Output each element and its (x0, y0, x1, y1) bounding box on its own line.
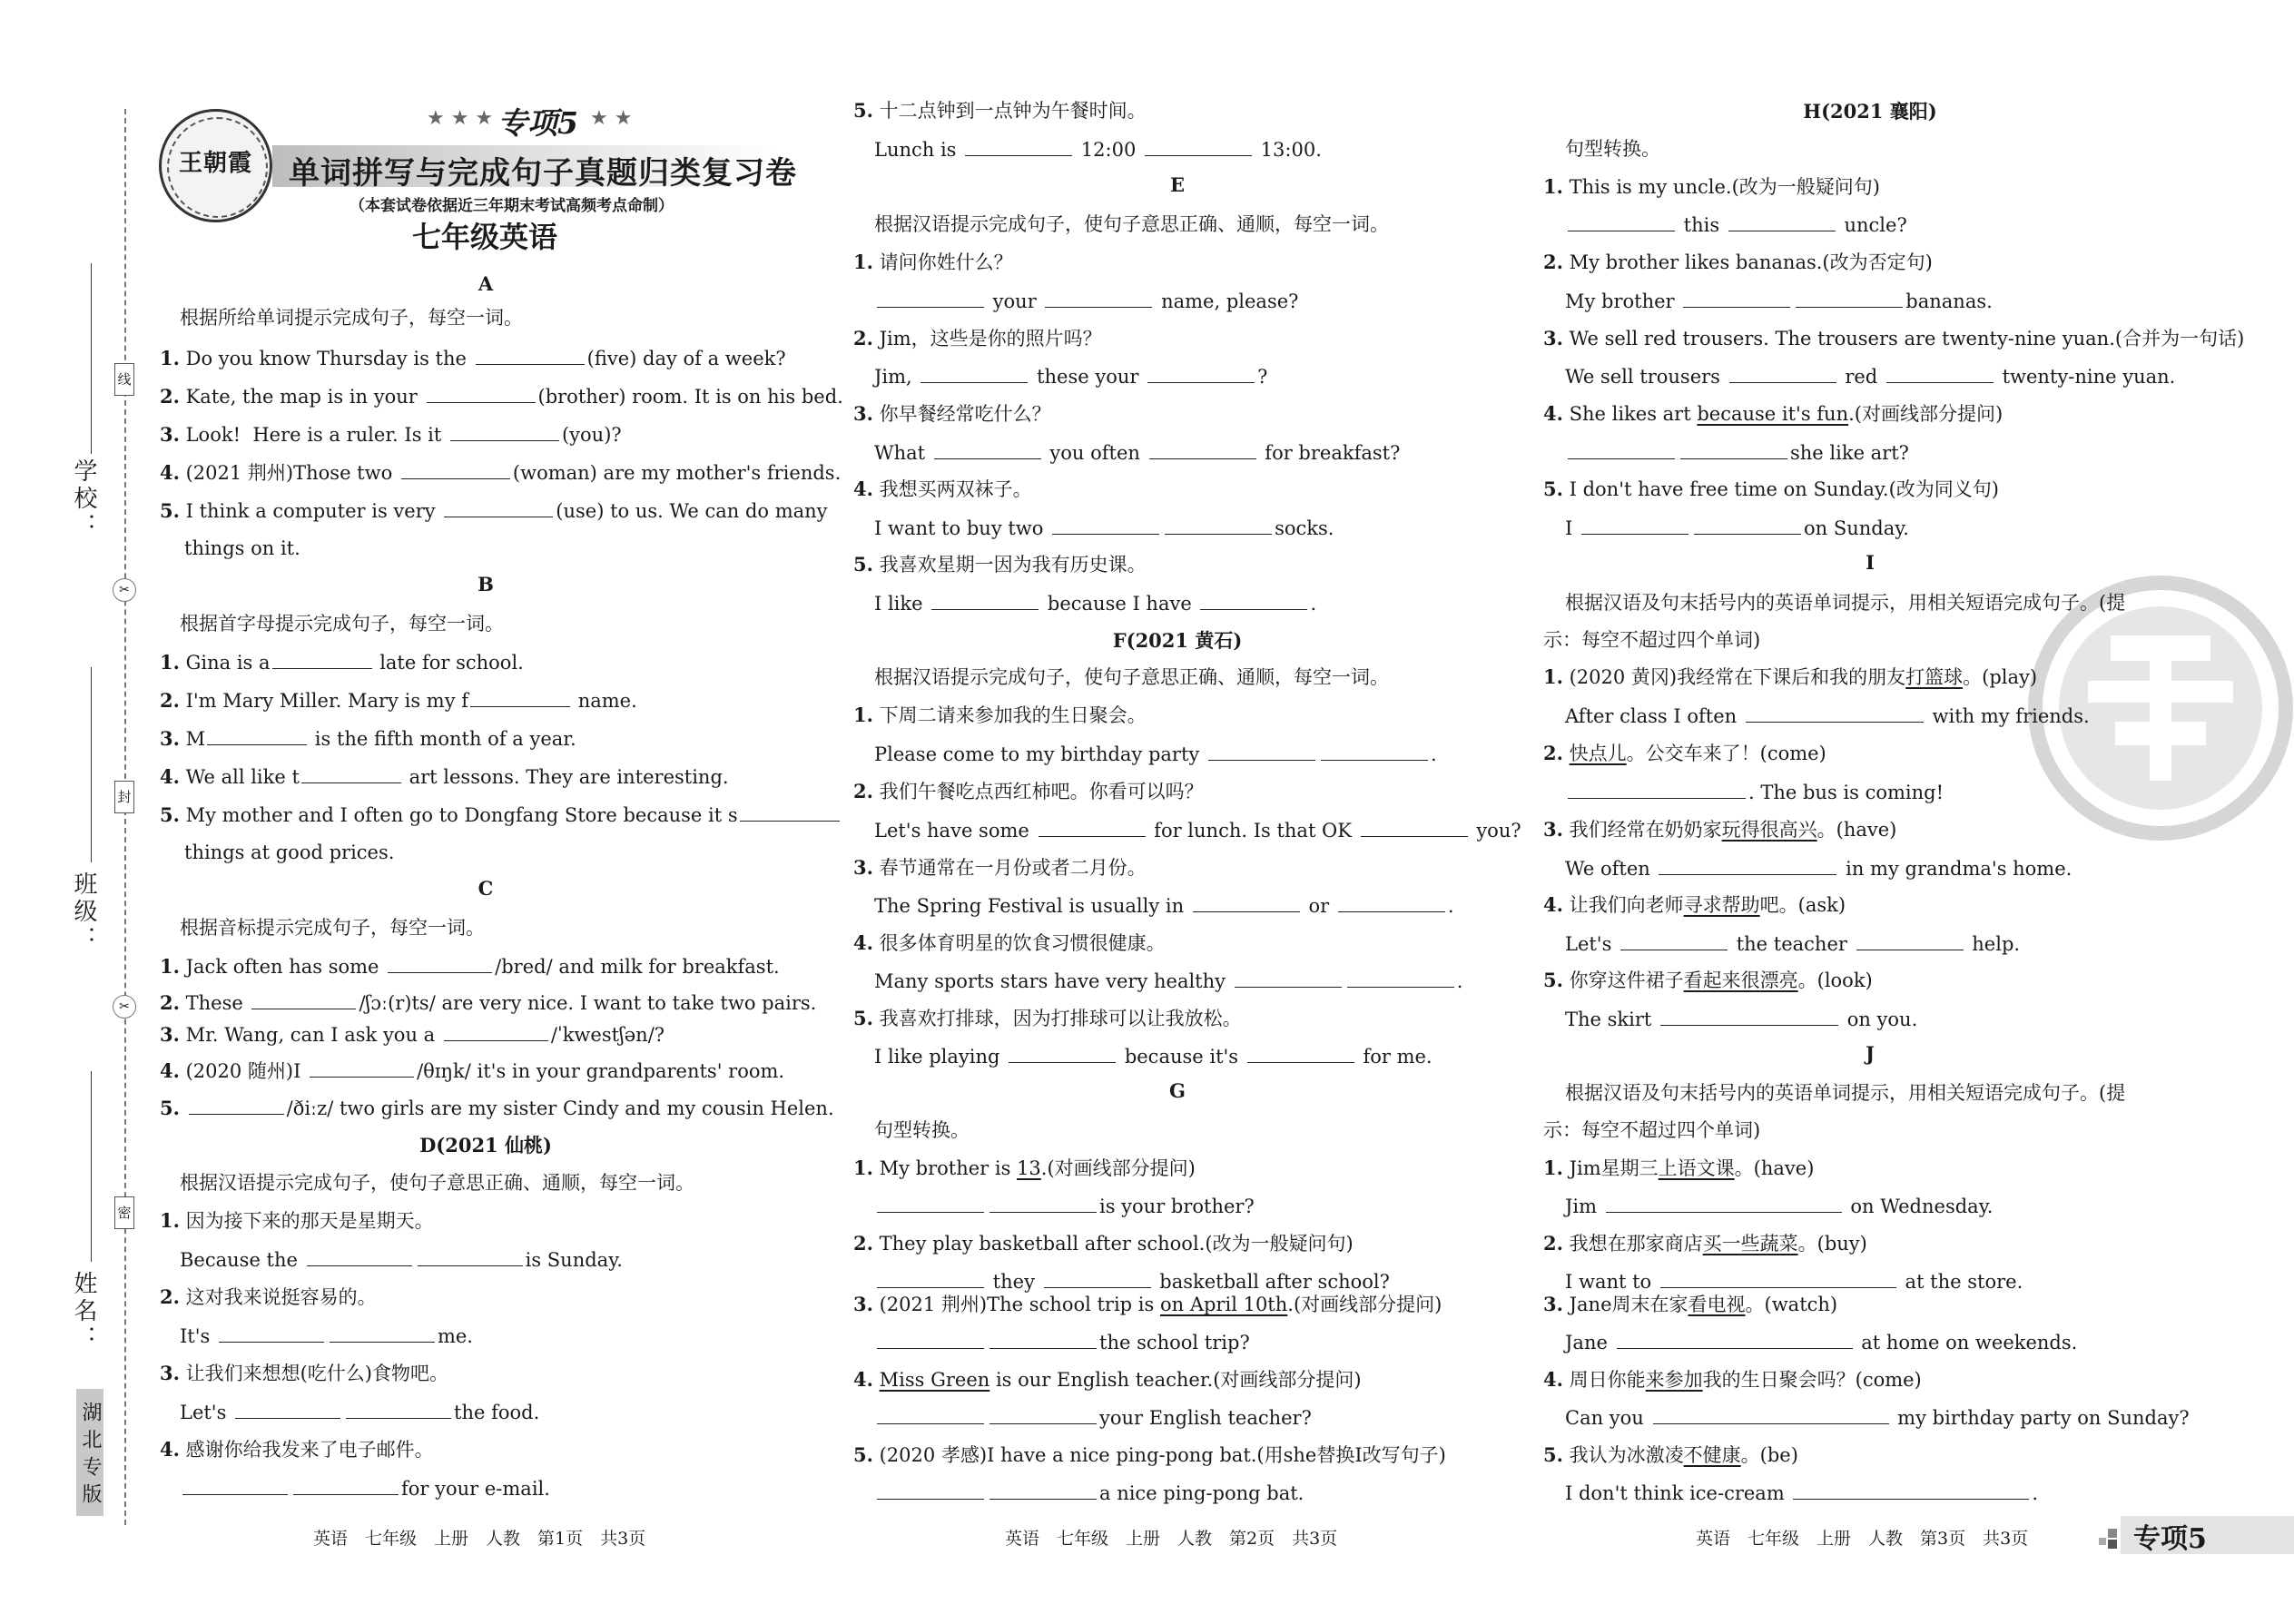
main-title: 单词拼写与完成句子真题归类复习卷 (289, 155, 797, 192)
answer-h3: We sell trousers red twenty-nine yuan. (1565, 362, 2175, 390)
answer-blank[interactable] (470, 686, 570, 707)
class-fill-line (91, 667, 92, 862)
topic-label-stars: ★ ★ ★ (427, 107, 494, 130)
answer-blank[interactable] (272, 648, 372, 669)
question-a1: 1. Do you know Thursday is the (five) day of a week? (160, 344, 786, 372)
grade-title: 七年级英语 (412, 220, 558, 254)
answer-blank[interactable] (1338, 891, 1445, 912)
answer-g4: your English teacher? (874, 1403, 1312, 1432)
answer-d5: Lunch is 12:00 13:00. (874, 135, 1322, 163)
answer-f1: Please come to my birthday party . (874, 740, 1437, 768)
question-e4: 4. 我想买两双袜子。 (853, 477, 1032, 500)
answer-f3: The Spring Festival is usually in or . (874, 891, 1454, 920)
marker-xian: 线 (114, 363, 134, 396)
answer-blank[interactable] (989, 1328, 1097, 1349)
section-j-instruction-cont: 示：每空不超过四个单词) (1543, 1119, 1761, 1141)
answer-g1: is your brother? (874, 1192, 1255, 1220)
section-f-heading: F(2021 黄石) (1112, 629, 1243, 652)
question-g1: 1. My brother is 13.(对画线部分提问) (853, 1156, 1196, 1179)
answer-blank[interactable] (921, 362, 1028, 383)
question-g2: 2. They play basketball after school.(改为一般疑问句) (853, 1232, 1354, 1255)
answer-h5: I on Sunday. (1565, 514, 1909, 542)
binding-dashed-line (124, 109, 126, 1525)
answer-blank[interactable] (476, 344, 585, 365)
question-d5: 5. 十二点钟到一点钟为午餐时间。 (853, 99, 1147, 122)
answer-e2: Jim, these your ? (874, 362, 1267, 390)
question-g5: 5. (2020 孝感)I have a nice ping-pong bat.(用she替换I改写句子) (853, 1443, 1446, 1466)
question-c1: 1. Jack often has some /bred/ and milk for breakfast. (160, 952, 780, 980)
answer-blank[interactable] (877, 1403, 984, 1424)
answer-blank[interactable] (307, 1245, 412, 1266)
answer-e4: I want to buy two socks. (874, 514, 1334, 542)
answer-blank[interactable] (1694, 514, 1801, 535)
answer-g3: the school trip? (874, 1328, 1250, 1356)
answer-d3: Let's the food. (180, 1398, 539, 1426)
section-a-instruction: 根据所给单词提示完成句子，每空一词。 (180, 307, 523, 329)
answer-blank[interactable] (450, 420, 559, 441)
answer-f5: I like playing because it's for me. (874, 1042, 1433, 1070)
answer-blank[interactable] (877, 1192, 984, 1213)
question-b4: 4. We all like t art lessons. They are interesting. (160, 763, 729, 791)
answer-j2: I want to at the store. (1565, 1267, 2023, 1295)
question-b5: 5. My mother and I often go to Dongfang Store because it s (160, 801, 842, 829)
name-label: 姓名： (70, 1271, 97, 1353)
answer-d2: It's me. (180, 1322, 473, 1350)
answer-blank[interactable] (1361, 816, 1468, 837)
answer-blank[interactable] (293, 1474, 399, 1495)
answer-blank[interactable] (388, 952, 492, 973)
question-e5: 5. 我喜欢星期一因为我有历史课。 (853, 553, 1147, 576)
answer-h1: this uncle? (1565, 211, 1907, 239)
section-e-instruction: 根据汉语提示完成句子，使句子意思正确、通顺，每空一词。 (874, 213, 1389, 235)
question-j5: 5. 我认为冰激凌不健康。(be) (1543, 1443, 1798, 1466)
answer-blank[interactable] (1193, 891, 1300, 912)
question-i4: 4. 让我们向老师寻求帮助吧。(ask) (1543, 893, 1846, 916)
scissor-icon: ✂ (113, 578, 136, 602)
answer-blank[interactable] (1620, 930, 1728, 950)
subtitle: （本套试卷依据近三年期末考试高频考点命制） (350, 197, 674, 215)
section-b-heading: B (478, 573, 494, 595)
answer-blank[interactable] (1653, 1403, 1889, 1424)
question-g3: 3. (2021 荆州)The school trip is on April 10th.(对画线部分提问) (853, 1293, 1442, 1315)
answer-blank[interactable] (1044, 1267, 1151, 1288)
answer-blank[interactable] (1683, 287, 1790, 308)
question-d4: 4. 感谢你给我发来了电子邮件。 (160, 1438, 434, 1461)
section-i-heading: I (1866, 551, 1875, 574)
answer-blank[interactable] (1606, 1192, 1842, 1213)
section-f-instruction: 根据汉语提示完成句子，使句子意思正确、通顺，每空一词。 (874, 666, 1389, 688)
answer-h2: My brother bananas. (1565, 287, 1993, 315)
section-c-heading: C (478, 877, 494, 900)
answer-blank[interactable] (965, 135, 1072, 156)
answer-blank[interactable] (310, 1057, 414, 1078)
answer-blank[interactable] (1568, 778, 1746, 799)
question-e1: 1. 请问你姓什么？ (853, 251, 1013, 273)
question-f2: 2. 我们午餐吃点西红柿吧。你看可以吗？ (853, 780, 1204, 802)
question-h1: 1. This is my uncle.(改为一般疑问句) (1543, 175, 1880, 198)
answer-j4: Can you my birthday party on Sunday? (1565, 1403, 2190, 1432)
answer-blank[interactable] (1659, 854, 1836, 875)
section-g-instruction: 句型转换。 (874, 1119, 970, 1141)
answer-blank[interactable] (444, 497, 553, 517)
topic-label: 专项5 (497, 105, 578, 141)
question-i2: 2. 快点儿。公交车来了！(come) (1543, 742, 1826, 764)
question-h5: 5. I don't have free time on Sunday.(改为同义句) (1543, 477, 1999, 500)
school-fill-line (91, 263, 92, 454)
footer-page-1: 英语 七年级 上册 人教 第1页 共3页 (313, 1529, 646, 1549)
answer-blank[interactable] (934, 438, 1041, 459)
answer-blank[interactable] (877, 1479, 984, 1500)
footer-page-3: 英语 七年级 上册 人教 第3页 共3页 (1696, 1529, 2029, 1549)
answer-e5: I like because I have . (874, 589, 1316, 617)
answer-blank[interactable] (1617, 1328, 1853, 1349)
answer-blank[interactable] (1147, 362, 1255, 383)
answer-j1: Jim on Wednesday. (1565, 1192, 1993, 1220)
answer-blank[interactable] (1856, 930, 1964, 950)
answer-blank[interactable] (1680, 438, 1787, 459)
question-b1: 1. Gina is a late for school. (160, 648, 524, 676)
answer-blank[interactable] (1235, 967, 1342, 988)
edition-badge: 湖北专版 (76, 1389, 103, 1516)
question-a5-cont: things on it. (184, 537, 300, 559)
answer-g5: a nice ping-pong bat. (874, 1479, 1304, 1507)
question-i3: 3. 我们经常在奶奶家玩得很高兴。(have) (1543, 818, 1897, 841)
answer-blank[interactable] (427, 382, 536, 403)
answer-d1: Because the is Sunday. (180, 1245, 623, 1274)
answer-blank[interactable] (1145, 135, 1252, 156)
question-h4: 4. She likes art because it's fun.(对画线部分提问) (1543, 402, 2004, 425)
section-i-instruction-cont: 示：每空不超过四个单词) (1543, 629, 1761, 651)
answer-blank[interactable] (418, 1245, 523, 1266)
answer-blank[interactable] (1009, 1042, 1116, 1063)
answer-blank[interactable] (989, 1192, 1097, 1213)
answer-blank[interactable] (235, 1398, 340, 1419)
question-e3: 3. 你早餐经常吃什么？ (853, 402, 1051, 425)
answer-blank[interactable] (1729, 362, 1836, 383)
answer-blank[interactable] (251, 989, 356, 1009)
question-a4: 4. (2021 荆州)Those two (woman) are my mother's friends. (160, 458, 841, 487)
marker-feng: 封 (114, 781, 134, 813)
question-b3: 3. M is the fifth month of a year. (160, 724, 576, 753)
question-c3: 3. Mr. Wang, can I ask you a /ˈkwestʃən/? (160, 1020, 665, 1048)
answer-blank[interactable] (1149, 438, 1256, 459)
answer-blank[interactable] (346, 1398, 451, 1419)
class-label: 班级： (70, 871, 97, 953)
answer-blank[interactable] (301, 763, 401, 783)
section-i-instruction: 根据汉语及句末括号内的英语单词提示，用相关短语完成句子。(提 (1565, 592, 2126, 614)
answer-e3: What you often for breakfast? (874, 438, 1400, 467)
answer-i2: . The bus is coming! (1565, 778, 1944, 806)
answer-f4: Many sports stars have very healthy . (874, 967, 1462, 995)
question-d3: 3. 让我们来想想(吃什么)食物吧。 (160, 1362, 448, 1384)
answer-g2: they basketball after school? (874, 1267, 1390, 1295)
logo-text: 王朝霞 (178, 150, 252, 177)
section-j-heading: J (1866, 1042, 1875, 1065)
scissor-icon: ✂ (113, 995, 136, 1019)
question-e2: 2. Jim，这些是你的照片吗？ (853, 327, 1102, 349)
question-f1: 1. 下周二请来参加我的生日聚会。 (853, 704, 1147, 726)
question-j4: 4. 周日你能来参加我的生日聚会吗？(come) (1543, 1368, 1922, 1391)
answer-blank[interactable] (330, 1322, 435, 1343)
answer-i1: After class I often with my friends. (1565, 702, 2090, 730)
question-g4: 4. Miss Green is our English teacher.(对画线部分提问) (853, 1368, 1362, 1391)
answer-blank[interactable] (207, 724, 307, 745)
question-i1: 1. (2020 黄冈)我经常在下课后和我的朋友打篮球。(play) (1543, 665, 2038, 688)
answer-blank[interactable] (1165, 514, 1272, 535)
question-j1: 1. Jim星期三上语文课。(have) (1543, 1156, 1815, 1179)
answer-blank[interactable] (1347, 967, 1454, 988)
answer-blank[interactable] (1793, 1479, 2029, 1500)
answer-blank[interactable] (1045, 287, 1152, 308)
question-h3: 3. We sell red trousers. The trousers are twenty-nine yuan.(合并为一句话) (1543, 327, 2245, 349)
question-a5: 5. I think a computer is very (use) to us. We can do many (160, 497, 828, 525)
answer-i3: We often in my grandma's home. (1565, 854, 2072, 882)
answer-e1: your name, please? (874, 287, 1298, 315)
answer-blank[interactable] (877, 1328, 984, 1349)
answer-blank[interactable] (182, 1474, 288, 1495)
section-b-instruction: 根据首字母提示完成句子，每空一词。 (180, 613, 504, 635)
question-b2: 2. I'm Mary Miller. Mary is my f name. (160, 686, 637, 714)
topic-label-stars-right: ★ ★ (590, 107, 633, 130)
answer-d4: for your e-mail. (180, 1474, 550, 1502)
question-j3: 3. Jane周末在家看电视。(watch) (1543, 1293, 1838, 1315)
answer-h4: she like art? (1565, 438, 1909, 467)
question-a2: 2. Kate, the map is in your (brother) room. It is on his bed. (160, 382, 843, 410)
section-e-heading: E (1169, 173, 1185, 196)
question-a3: 3. Look! Here is a ruler. Is it (you)? (160, 420, 622, 448)
footer-square-icon (2108, 1540, 2117, 1549)
question-i5: 5. 你穿这件裙子看起来很漂亮。(look) (1543, 969, 1873, 991)
question-c5: 5. /ðiːz/ two girls are my sister Cindy and my cousin Helen. (160, 1094, 834, 1122)
question-d1: 1. 因为接下来的那天是星期天。 (160, 1209, 434, 1232)
answer-blank[interactable] (1052, 514, 1159, 535)
logo-seal (159, 109, 272, 222)
answer-blank[interactable] (740, 801, 840, 822)
question-b5-cont: things at good prices. (184, 842, 395, 863)
answer-blank[interactable] (1796, 287, 1903, 308)
answer-blank[interactable] (989, 1403, 1097, 1424)
answer-blank[interactable] (1568, 211, 1675, 231)
answer-i5: The skirt on you. (1565, 1005, 1917, 1033)
question-f3: 3. 春节通常在一月份或者二月份。 (853, 856, 1147, 879)
answer-blank[interactable] (189, 1094, 284, 1115)
answer-blank[interactable] (401, 458, 510, 479)
answer-blank[interactable] (877, 1267, 984, 1288)
answer-blank[interactable] (1728, 211, 1836, 231)
question-f5: 5. 我喜欢打排球，因为打排球可以让我放松。 (853, 1007, 1242, 1029)
question-d2: 2. 这对我来说挺容易的。 (160, 1285, 377, 1308)
answer-blank[interactable] (1208, 740, 1315, 761)
name-fill-line (91, 1071, 92, 1262)
answer-blank[interactable] (1247, 1042, 1354, 1063)
answer-blank[interactable] (444, 1020, 548, 1041)
answer-blank[interactable] (1200, 589, 1307, 610)
school-label: 学校： (70, 458, 97, 540)
question-c4: 4. (2020 随州)I /θɪŋk/ it's in your grandparents' room. (160, 1057, 784, 1085)
question-h2: 2. My brother likes bananas.(改为否定句) (1543, 251, 1933, 273)
answer-blank[interactable] (1321, 740, 1428, 761)
answer-j5: I don't think ice-cream . (1565, 1479, 2038, 1507)
answer-blank[interactable] (1039, 816, 1146, 837)
answer-blank[interactable] (989, 1479, 1097, 1500)
footer-page-2: 英语 七年级 上册 人教 第2页 共3页 (1005, 1529, 1338, 1549)
answer-blank[interactable] (219, 1322, 324, 1343)
section-h-instruction: 句型转换。 (1565, 138, 1660, 160)
answer-f2: Let's have some for lunch. Is that OK you? (874, 816, 1521, 844)
marker-mi: 密 (114, 1196, 134, 1229)
section-d-instruction: 根据汉语提示完成句子，使句子意思正确、通顺，每空一词。 (180, 1172, 694, 1194)
answer-blank[interactable] (1660, 1005, 1838, 1026)
answer-blank[interactable] (1660, 1267, 1896, 1288)
section-g-heading: G (1169, 1079, 1186, 1102)
answer-i4: Let's the teacher help. (1565, 930, 2020, 958)
section-d-heading: D(2021 仙桃) (419, 1134, 552, 1156)
section-a-heading: A (478, 272, 494, 295)
answer-blank[interactable] (1746, 702, 1924, 723)
question-f4: 4. 很多体育明星的饮食习惯很健康。 (853, 931, 1166, 954)
answer-blank[interactable] (1568, 438, 1675, 459)
section-j-instruction: 根据汉语及句末括号内的英语单词提示，用相关短语完成句子。(提 (1565, 1082, 2126, 1104)
answer-blank[interactable] (1581, 514, 1689, 535)
question-c2: 2. These /ʃɔː(r)ts/ are very nice. I want to take two pairs. (160, 989, 816, 1017)
answer-j3: Jane at home on weekends. (1565, 1328, 2077, 1356)
question-j2: 2. 我想在那家商店买一些蔬菜。(buy) (1543, 1232, 1867, 1255)
answer-blank[interactable] (877, 287, 984, 308)
footer-tag: 专项5 (2133, 1523, 2207, 1555)
answer-blank[interactable] (1886, 362, 1994, 383)
section-c-instruction: 根据音标提示完成句子，每空一词。 (180, 917, 485, 939)
footer-square-icon (2108, 1529, 2117, 1538)
footer-square-icon (2099, 1538, 2106, 1545)
section-h-heading: H(2021 襄阳) (1803, 100, 1937, 123)
answer-blank[interactable] (931, 589, 1039, 610)
